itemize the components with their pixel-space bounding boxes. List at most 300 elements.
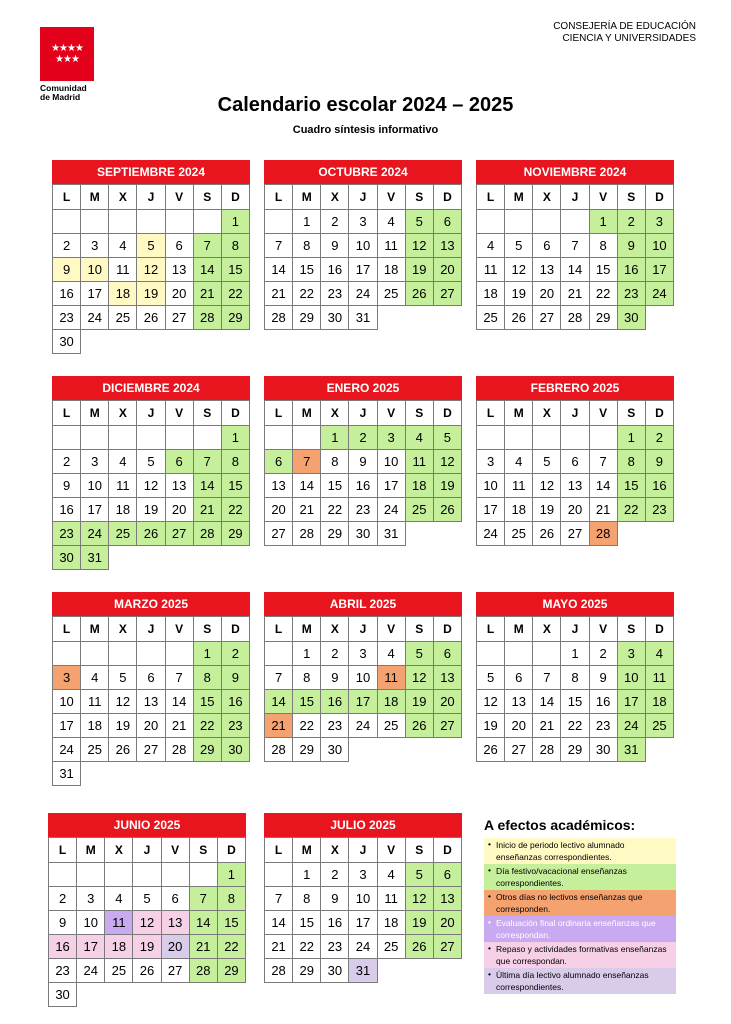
- day-cell: 13: [433, 234, 461, 258]
- day-cell: 25: [377, 714, 405, 738]
- day-cell: 11: [645, 666, 673, 690]
- day-cell: 14: [589, 474, 617, 498]
- weekday-label: X: [321, 401, 349, 426]
- weekday-label: V: [377, 617, 405, 642]
- weekday-label: M: [505, 185, 533, 210]
- consejeria-line-2: CIENCIA Y UNIVERSIDADES: [562, 33, 696, 44]
- day-cell: 17: [77, 935, 105, 959]
- blank-cell: [77, 983, 105, 1007]
- weekday-label: V: [161, 838, 189, 863]
- day-cell: 14: [265, 911, 293, 935]
- empty-day-cell: [53, 642, 81, 666]
- day-cell: 27: [433, 714, 461, 738]
- empty-day-cell: [293, 426, 321, 450]
- day-cell: 30: [321, 738, 349, 762]
- day-cell: 27: [505, 738, 533, 762]
- day-cell: 19: [405, 911, 433, 935]
- blank-cell: [161, 983, 189, 1007]
- month-calendar: [264, 592, 462, 762]
- day-cell: 19: [533, 498, 561, 522]
- day-cell: 18: [81, 714, 109, 738]
- empty-day-cell: [109, 642, 137, 666]
- day-cell: 9: [349, 450, 377, 474]
- day-cell: 3: [349, 210, 377, 234]
- empty-day-cell: [105, 863, 133, 887]
- day-cell: 27: [265, 522, 293, 546]
- day-cell: 31: [377, 522, 405, 546]
- day-cell: 7: [265, 234, 293, 258]
- day-cell: 29: [589, 306, 617, 330]
- blank-cell: [221, 546, 249, 570]
- day-cell: 4: [377, 863, 405, 887]
- weekday-label: S: [617, 185, 645, 210]
- weekday-label: J: [133, 838, 161, 863]
- day-cell: 5: [405, 210, 433, 234]
- weekday-label: M: [81, 617, 109, 642]
- day-cell: 20: [533, 282, 561, 306]
- day-cell: 26: [477, 738, 505, 762]
- day-cell: 12: [137, 474, 165, 498]
- day-cell: 7: [533, 666, 561, 690]
- day-cell: 29: [293, 959, 321, 983]
- day-cell: 8: [561, 666, 589, 690]
- blank-cell: [137, 546, 165, 570]
- day-cell: 29: [217, 959, 245, 983]
- weekday-label: L: [477, 185, 505, 210]
- day-cell: 30: [53, 330, 81, 354]
- day-cell: 11: [377, 666, 405, 690]
- day-cell: 19: [405, 690, 433, 714]
- weekday-label: D: [433, 617, 461, 642]
- day-cell: 18: [105, 935, 133, 959]
- day-cell: 23: [617, 282, 645, 306]
- day-cell: 19: [137, 282, 165, 306]
- weekday-label: M: [81, 185, 109, 210]
- blank-cell: [349, 738, 377, 762]
- day-cell: 19: [405, 258, 433, 282]
- day-cell: 6: [161, 887, 189, 911]
- day-cell: 19: [133, 935, 161, 959]
- day-cell: 28: [561, 306, 589, 330]
- day-cell: 23: [321, 714, 349, 738]
- blank-cell: [405, 522, 433, 546]
- day-cell: 7: [589, 450, 617, 474]
- day-cell: 27: [137, 738, 165, 762]
- day-cell: 12: [405, 234, 433, 258]
- day-cell: 16: [321, 911, 349, 935]
- day-cell: 30: [321, 306, 349, 330]
- empty-day-cell: [53, 210, 81, 234]
- day-cell: 4: [109, 450, 137, 474]
- day-cell: 21: [589, 498, 617, 522]
- weekday-label: M: [293, 838, 321, 863]
- weekday-label: J: [137, 401, 165, 426]
- month-calendar: [264, 376, 462, 546]
- month-title: MAYO 2025: [476, 592, 674, 616]
- weekday-label: X: [109, 617, 137, 642]
- day-cell: 23: [645, 498, 673, 522]
- day-cell: 10: [645, 234, 673, 258]
- empty-day-cell: [265, 642, 293, 666]
- day-cell: 13: [505, 690, 533, 714]
- day-cell: 22: [217, 935, 245, 959]
- weekday-label: V: [377, 185, 405, 210]
- day-cell: 8: [617, 450, 645, 474]
- weekday-label: X: [321, 185, 349, 210]
- day-cell: 8: [217, 887, 245, 911]
- month-title: JULIO 2025: [264, 813, 462, 837]
- month-calendar: [476, 592, 674, 762]
- legend: [484, 817, 676, 994]
- day-cell: 22: [221, 498, 249, 522]
- day-cell: 27: [433, 935, 461, 959]
- legend-item: • Evaluación final ordinaria enseñanzas que correspondan.: [484, 916, 676, 942]
- day-cell: 10: [53, 690, 81, 714]
- blank-cell: [645, 522, 673, 546]
- day-cell: 23: [53, 306, 81, 330]
- day-cell: 3: [645, 210, 673, 234]
- weekday-label: M: [77, 838, 105, 863]
- day-cell: 19: [433, 474, 461, 498]
- empty-day-cell: [265, 863, 293, 887]
- day-cell: 11: [81, 690, 109, 714]
- day-cell: 25: [105, 959, 133, 983]
- weekday-label: V: [377, 838, 405, 863]
- day-cell: 24: [81, 522, 109, 546]
- day-cell: 26: [405, 282, 433, 306]
- empty-day-cell: [533, 426, 561, 450]
- weekday-label: J: [561, 185, 589, 210]
- day-cell: 20: [161, 935, 189, 959]
- day-cell: 14: [189, 911, 217, 935]
- month-table: [264, 184, 462, 330]
- day-cell: 28: [193, 522, 221, 546]
- month-table: [48, 837, 246, 1007]
- day-cell: 29: [221, 306, 249, 330]
- day-cell: 11: [405, 450, 433, 474]
- empty-day-cell: [109, 426, 137, 450]
- day-cell: 7: [293, 450, 321, 474]
- day-cell: 16: [321, 690, 349, 714]
- day-cell: 4: [109, 234, 137, 258]
- day-cell: 20: [137, 714, 165, 738]
- day-cell: 14: [265, 258, 293, 282]
- day-cell: 5: [477, 666, 505, 690]
- day-cell: 14: [193, 474, 221, 498]
- day-cell: 16: [221, 690, 249, 714]
- day-cell: 25: [405, 498, 433, 522]
- weekday-label: L: [53, 185, 81, 210]
- day-cell: 3: [477, 450, 505, 474]
- day-cell: 2: [221, 642, 249, 666]
- day-cell: 5: [505, 234, 533, 258]
- day-cell: 29: [293, 738, 321, 762]
- day-cell: 13: [137, 690, 165, 714]
- weekday-label: S: [189, 838, 217, 863]
- empty-day-cell: [561, 426, 589, 450]
- empty-day-cell: [477, 426, 505, 450]
- legend-item: • Última día lectivo alumnado enseñanzas correspondientes.: [484, 968, 676, 994]
- weekday-label: D: [433, 185, 461, 210]
- day-cell: 18: [405, 474, 433, 498]
- weekday-label: S: [617, 401, 645, 426]
- day-cell: 15: [293, 258, 321, 282]
- day-cell: 30: [321, 959, 349, 983]
- day-cell: 13: [165, 474, 193, 498]
- month-table: [476, 184, 674, 330]
- day-cell: 4: [405, 426, 433, 450]
- blank-cell: [109, 330, 137, 354]
- blank-cell: [645, 738, 673, 762]
- day-cell: 22: [561, 714, 589, 738]
- blank-cell: [109, 546, 137, 570]
- empty-day-cell: [49, 863, 77, 887]
- weekday-label: V: [165, 401, 193, 426]
- day-cell: 6: [505, 666, 533, 690]
- page-subtitle: Cuadro síntesis informativo: [292, 124, 439, 136]
- day-cell: 13: [165, 258, 193, 282]
- day-cell: 23: [321, 282, 349, 306]
- day-cell: 20: [165, 282, 193, 306]
- weekday-label: X: [321, 838, 349, 863]
- weekday-label: D: [221, 185, 249, 210]
- day-cell: 27: [433, 282, 461, 306]
- month-title: MARZO 2025: [52, 592, 250, 616]
- day-cell: 21: [265, 935, 293, 959]
- day-cell: 1: [293, 210, 321, 234]
- day-cell: 6: [165, 234, 193, 258]
- day-cell: 6: [433, 863, 461, 887]
- day-cell: 20: [165, 498, 193, 522]
- day-cell: 30: [221, 738, 249, 762]
- month-title: NOVIEMBRE 2024: [476, 160, 674, 184]
- day-cell: 24: [645, 282, 673, 306]
- day-cell: 2: [617, 210, 645, 234]
- blank-cell: [193, 762, 221, 786]
- day-cell: 10: [81, 474, 109, 498]
- day-cell: 28: [533, 738, 561, 762]
- day-cell: 22: [589, 282, 617, 306]
- day-cell: 29: [561, 738, 589, 762]
- empty-day-cell: [589, 426, 617, 450]
- day-cell: 5: [133, 887, 161, 911]
- day-cell: 27: [161, 959, 189, 983]
- blank-cell: [165, 546, 193, 570]
- day-cell: 2: [321, 210, 349, 234]
- weekday-label: D: [645, 185, 673, 210]
- day-cell: 21: [193, 498, 221, 522]
- empty-day-cell: [165, 210, 193, 234]
- day-cell: 27: [561, 522, 589, 546]
- day-cell: 8: [321, 450, 349, 474]
- empty-day-cell: [137, 426, 165, 450]
- weekday-label: S: [405, 617, 433, 642]
- day-cell: 9: [49, 911, 77, 935]
- day-cell: 9: [645, 450, 673, 474]
- blank-cell: [221, 330, 249, 354]
- weekday-label: M: [293, 617, 321, 642]
- day-cell: 20: [265, 498, 293, 522]
- empty-day-cell: [53, 426, 81, 450]
- day-cell: 5: [533, 450, 561, 474]
- legend-item: • Repaso y actividades formativas enseñanzas que correspondan.: [484, 942, 676, 968]
- weekday-label: X: [533, 185, 561, 210]
- day-cell: 30: [617, 306, 645, 330]
- month-title: JUNIO 2025: [48, 813, 246, 837]
- day-cell: 30: [49, 983, 77, 1007]
- empty-day-cell: [533, 210, 561, 234]
- empty-day-cell: [505, 642, 533, 666]
- empty-day-cell: [81, 210, 109, 234]
- day-cell: 12: [505, 258, 533, 282]
- empty-day-cell: [505, 426, 533, 450]
- blank-cell: [377, 959, 405, 983]
- day-cell: 1: [617, 426, 645, 450]
- blank-cell: [433, 738, 461, 762]
- day-cell: 22: [617, 498, 645, 522]
- day-cell: 3: [349, 863, 377, 887]
- day-cell: 21: [193, 282, 221, 306]
- day-cell: 4: [477, 234, 505, 258]
- empty-day-cell: [77, 863, 105, 887]
- empty-day-cell: [133, 863, 161, 887]
- weekday-label: S: [617, 617, 645, 642]
- day-cell: 14: [193, 258, 221, 282]
- day-cell: 28: [265, 738, 293, 762]
- day-cell: 27: [533, 306, 561, 330]
- weekday-label: J: [349, 838, 377, 863]
- day-cell: 27: [165, 522, 193, 546]
- blank-cell: [165, 330, 193, 354]
- day-cell: 20: [433, 690, 461, 714]
- day-cell: 16: [589, 690, 617, 714]
- weekday-label: M: [293, 401, 321, 426]
- day-cell: 7: [189, 887, 217, 911]
- day-cell: 1: [221, 426, 249, 450]
- blank-cell: [617, 522, 645, 546]
- day-cell: 25: [377, 935, 405, 959]
- weekday-label: J: [349, 617, 377, 642]
- day-cell: 21: [265, 282, 293, 306]
- blank-cell: [109, 762, 137, 786]
- weekday-label: L: [265, 185, 293, 210]
- comunidad-madrid-logo: [40, 27, 96, 102]
- day-cell: 15: [561, 690, 589, 714]
- empty-day-cell: [533, 642, 561, 666]
- blank-cell: [645, 306, 673, 330]
- consejeria-header: [553, 21, 696, 45]
- day-cell: 15: [589, 258, 617, 282]
- day-cell: 16: [349, 474, 377, 498]
- page-title: Calendario escolar 2024 – 2025: [217, 94, 514, 116]
- day-cell: 10: [81, 258, 109, 282]
- month-table: [264, 400, 462, 546]
- day-cell: 19: [109, 714, 137, 738]
- weekday-label: J: [349, 401, 377, 426]
- day-cell: 24: [349, 714, 377, 738]
- weekday-label: J: [349, 185, 377, 210]
- blank-cell: [377, 306, 405, 330]
- day-cell: 28: [293, 522, 321, 546]
- day-cell: 12: [477, 690, 505, 714]
- day-cell: 29: [221, 522, 249, 546]
- day-cell: 17: [617, 690, 645, 714]
- day-cell: 26: [405, 714, 433, 738]
- day-cell: 18: [505, 498, 533, 522]
- day-cell: 12: [405, 666, 433, 690]
- day-cell: 17: [477, 498, 505, 522]
- day-cell: 8: [293, 887, 321, 911]
- day-cell: 5: [109, 666, 137, 690]
- empty-day-cell: [193, 210, 221, 234]
- day-cell: 23: [589, 714, 617, 738]
- day-cell: 16: [53, 282, 81, 306]
- blank-cell: [433, 306, 461, 330]
- weekday-label: X: [321, 617, 349, 642]
- day-cell: 2: [645, 426, 673, 450]
- day-cell: 24: [81, 306, 109, 330]
- month-title: ABRIL 2025: [264, 592, 462, 616]
- day-cell: 3: [349, 642, 377, 666]
- month-calendar: [476, 376, 674, 546]
- empty-day-cell: [165, 426, 193, 450]
- day-cell: 18: [377, 258, 405, 282]
- weekday-label: D: [221, 401, 249, 426]
- blank-cell: [193, 546, 221, 570]
- day-cell: 19: [477, 714, 505, 738]
- weekday-label: X: [533, 617, 561, 642]
- day-cell: 5: [433, 426, 461, 450]
- day-cell: 1: [193, 642, 221, 666]
- day-cell: 31: [81, 546, 109, 570]
- day-cell: 1: [589, 210, 617, 234]
- day-cell: 10: [349, 666, 377, 690]
- day-cell: 25: [505, 522, 533, 546]
- weekday-label: D: [645, 617, 673, 642]
- day-cell: 1: [221, 210, 249, 234]
- legend-item: • Inicio de periodo lectivo alumnado enseñanzas correspondientes.: [484, 838, 676, 864]
- day-cell: 29: [321, 522, 349, 546]
- day-cell: 25: [81, 738, 109, 762]
- blank-cell: [193, 330, 221, 354]
- empty-day-cell: [81, 642, 109, 666]
- weekday-label: M: [505, 401, 533, 426]
- weekday-label: S: [405, 185, 433, 210]
- day-cell: 8: [293, 234, 321, 258]
- day-cell: 14: [533, 690, 561, 714]
- blank-cell: [217, 983, 245, 1007]
- day-cell: 30: [53, 546, 81, 570]
- day-cell: 21: [293, 498, 321, 522]
- day-cell: 7: [265, 666, 293, 690]
- day-cell: 15: [221, 258, 249, 282]
- day-cell: 22: [293, 935, 321, 959]
- day-cell: 15: [217, 911, 245, 935]
- empty-day-cell: [265, 210, 293, 234]
- blank-cell: [137, 330, 165, 354]
- month-calendar: [52, 160, 250, 354]
- weekday-label: X: [109, 185, 137, 210]
- day-cell: 22: [293, 282, 321, 306]
- empty-day-cell: [81, 426, 109, 450]
- day-cell: 31: [349, 959, 377, 983]
- day-cell: 22: [221, 282, 249, 306]
- month-title: FEBRERO 2025: [476, 376, 674, 400]
- month-table: [476, 616, 674, 762]
- day-cell: 4: [105, 887, 133, 911]
- day-cell: 10: [477, 474, 505, 498]
- day-cell: 20: [505, 714, 533, 738]
